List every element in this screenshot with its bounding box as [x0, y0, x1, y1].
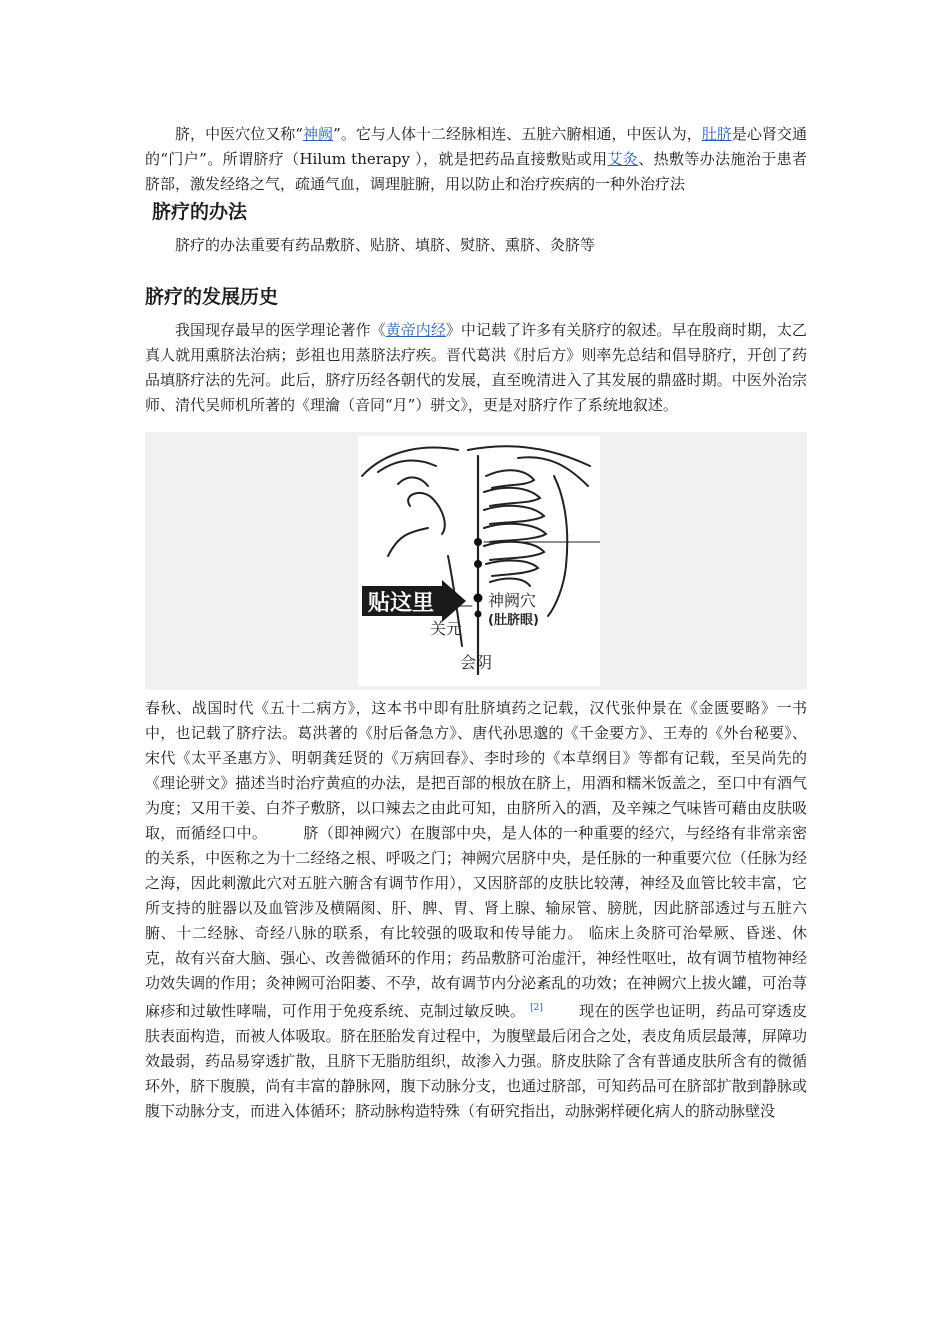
methods-paragraph: 脐疗的办法重要有药品敷脐、贴脐、填脐、熨脐、熏脐、灸脐等 — [175, 236, 596, 254]
document-page — [145, 122, 807, 1124]
heading-methods: 脐疗的办法 — [152, 201, 248, 223]
figure-container — [145, 432, 807, 690]
history-text-1: 我国现存最早的医学理论著作《 — [175, 321, 386, 339]
arrow-label: 贴这里 — [368, 591, 435, 616]
reference-marker[interactable]: [2] — [530, 1003, 543, 1013]
point-label-shenque-sub: (肚脐眼) — [488, 613, 539, 628]
heading-history: 脐疗的发展历史 — [145, 286, 279, 308]
link-shenque[interactable]: 神阙 — [302, 125, 334, 143]
point-label-huiyin: 会阴 — [460, 653, 493, 672]
body-text-3: 现在的医学也证明，药品可穿透皮肤表面构造，而被人体吸取。脐在胚胎发育过程中，为腹壁最后闭合之处，表皮角质层最薄，屏障功效最弱，药品易穿透扩散，且脐下无脂肪组织，故渗入力强。脐皮肤除了含有普通皮肤所含有的微循环外，脐下腹膜，尚有丰富的静脉网，腹下动脉分支，也通过脐部，可知药品可在脐部扩散到静脉或腹下动脉分支，而进入体循环；脐动脉构造特殊（有研究指出，动脉粥样硬化病人的脐动脉壁没 — [145, 1002, 807, 1120]
link-duqi[interactable]: 肚脐 — [701, 125, 732, 143]
intro-text-4: 、热敷等办法施治于患者脐部，激发经络之气，疏通气血，调理脏腑，用以防止和治疗疾病的一种外治疗法 — [145, 150, 807, 193]
body-text-1: 春秋、战国时代《五十二病方》，这本书中即有肚脐填药之记载，汉代张仲景在《金匮要略》一书中，也记载了脐疗法。葛洪著的《肘后备急方》、唐代孙思邈的《千金要方》、王寿的《外台秘要》、宋代《太平圣惠方》、明朝龚廷贤的《万病回春》、李时珍的《本草纲目》等都有记载，至吴尚先的《理论骈文》描述当时治疗黄疸的办法，是把百部的根放在脐上，用酒和糯米饭盖之，至口中有酒气为度；又用干姜、白芥子敷脐，以口辣去之由此可知，由脐所入的酒，及辛辣之气味皆可藉由皮肤吸取，而循经口中。 — [145, 699, 807, 842]
point-label-shenque: 神阙穴 — [488, 591, 537, 610]
point-upper — [474, 538, 482, 546]
acupoint-illustration — [358, 436, 600, 686]
link-huangdi-neijing[interactable]: 黄帝内经 — [385, 321, 446, 339]
point-shenque — [474, 594, 483, 603]
torso-drawing — [358, 436, 600, 686]
point-label-guanyuan: 关元 — [430, 619, 463, 638]
intro-paragraph — [145, 122, 807, 197]
intro-text-2: ”。它与人体十二经脉相连、五脏六腑相通，中医认为， — [333, 125, 702, 143]
history-paragraph — [145, 318, 807, 418]
link-aijiu[interactable]: 艾灸 — [607, 150, 639, 168]
intro-text-1: 脐，中医穴位又称“ — [175, 125, 303, 143]
intro-text-3: 是心肾交通的“门户”。所谓脐疗（Hilum therapy ），就是把药品直接敷贴或用 — [145, 125, 807, 168]
history-text-2: 》中记载了许多有关脐疗的叙述。早在殷商时期，太乙真人就用熏脐法治病；彭祖也用蒸脐法疗疾。晋代葛洪《肘后方》则率先总结和倡导脐疗，开创了药品填脐疗法的先河。此后，脐疗历经各朝代的发展，直至晚清进入了其发展的鼎盛时期。中医外治宗师、清代吴师机所著的《理瀹（音同“月”）骈文》，更是对脐疗作了系统地叙述。 — [145, 321, 807, 414]
point-guanyuan — [475, 611, 482, 618]
point-middle — [474, 560, 482, 568]
body-paragraph — [145, 696, 807, 1124]
body-text-2: 脐（即神阙穴）在腹部中央，是人体的一种重要的经穴，与经络有非常亲密的关系，中医称之为十二经络之根、呼吸之门；神阙穴居脐中央，是任脉的一种重要穴位（任脉为经之海，因此刺激此穴对五脏六腑含有调节作用），又因脐部的皮肤比较薄，神经及血管比较丰富，它所支持的脏器以及血管涉及横隔阂、肝、脾、胃、肾上腺、输尿管、膀胱，因此脐部透过与五脏六腑、十二经脉、奇经八脉的联系，有比较强的吸取和传导能力。 临床上灸脐可治晕厥、昏迷、休克，故有兴奋大脑、强心、改善微循环的作用；药品敷脐可治虚汗，神经性呕吐，故有调节植物神经功效失调的作用；灸神阙可治阳萎、不孕，故有调节内分泌紊乱的功效；在神阙穴上拔火罐，可治荨麻疹和过敏性哮喘，可作用于免疫系统、克制过敏反映。 — [145, 824, 807, 1020]
